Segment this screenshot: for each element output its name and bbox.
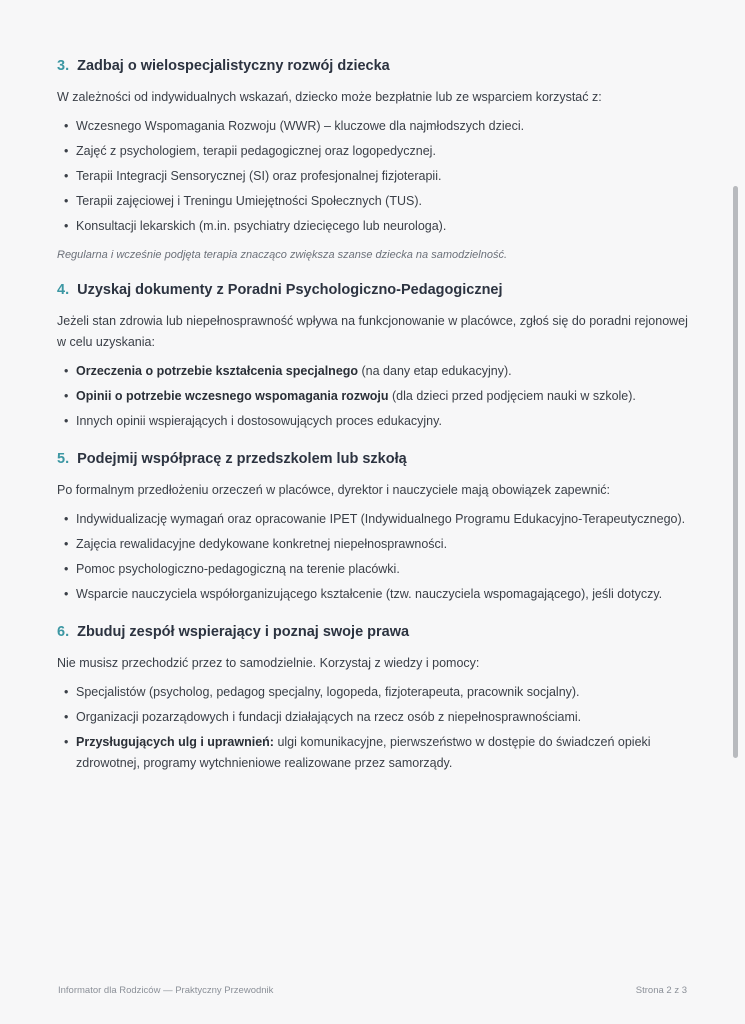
list-item-bold: Orzeczenia o potrzebie kształcenia specjalnego <box>76 364 359 378</box>
section-number: 5. <box>57 451 70 467</box>
section-heading <box>57 280 697 300</box>
section-heading <box>57 622 697 642</box>
section-intro: Jeżeli stan zdrowia lub niepełnosprawność wpływa na funkcjonowanie w placówce, zgłoś się do poradni rejonowej w celu uzyskania: <box>57 314 688 349</box>
list-item <box>57 534 697 555</box>
page-number: Strona 2 z 3 <box>635 985 687 996</box>
list-item <box>57 166 697 187</box>
list-item <box>57 411 697 432</box>
list-item-text: Organizacji pozarządowych i fundacji działających na rzecz osób z niepełnosprawnościami. <box>76 710 582 724</box>
document-content <box>57 56 697 791</box>
list-item-text: Indywidualizację wymagań oraz opracowanie IPET (Indywidualnego Programu Edukacyjno-Terapeutycznego). <box>76 512 686 526</box>
section-note: Regularna i wcześnie podjęta terapia znacząco zwiększa szanse dziecka na samodzielność. <box>57 249 508 261</box>
section-intro: Po formalnym przedłożeniu orzeczeń w placówce, dyrektor i nauczyciele mają obowiązek zapewnić: <box>57 483 611 497</box>
section-number: 3. <box>57 58 70 74</box>
list-item-text: Konsultacji lekarskich (m.in. psychiatry dziecięcego lub neurologa). <box>76 219 447 233</box>
list-item-bold: Przysługujących ulg i uprawnień: <box>76 735 274 749</box>
list-item-text: (na dany etap edukacyjny). <box>358 364 512 378</box>
list-item <box>57 386 697 407</box>
list-item <box>57 682 697 703</box>
list-item <box>57 191 697 212</box>
bullet-list <box>57 361 697 432</box>
list-item <box>57 216 697 237</box>
list-item-text: Specjalistów (psycholog, pedagog specjalny, logopeda, fizjoterapeuta, pracownik socjalny). <box>76 685 580 699</box>
scrollbar-thumb[interactable] <box>733 186 738 758</box>
bullet-list <box>57 116 697 237</box>
list-item-text: ulgi komunikacyjne, pierwszeństwo w dostępie do świadczeń opieki zdrowotnej, programy wytchnieniowe realizowane przez samorządy. <box>76 735 651 770</box>
section-4 <box>57 280 697 432</box>
section-title: Zbuduj zespół wspierający i poznaj swoje prawa <box>77 624 410 640</box>
list-item-text: Terapii zajęciowej i Treningu Umiejętności Społecznych (TUS). <box>76 194 422 208</box>
list-item-text: Zajęcia rewalidacyjne dedykowane konkretnej niepełnosprawności. <box>76 537 448 551</box>
list-item <box>57 584 697 605</box>
list-item-text: Terapii Integracji Sensorycznej (SI) oraz profesjonalnej fizjoterapii. <box>76 169 442 183</box>
list-item-text: Wsparcie nauczyciela współorganizującego kształcenie (tzw. nauczyciela wspomagającego), jeśli dotyczy. <box>76 587 663 601</box>
list-item <box>57 559 697 580</box>
section-number: 4. <box>57 282 70 298</box>
list-item <box>57 509 697 530</box>
section-number: 6. <box>57 624 70 640</box>
section-intro: W zależności od indywidualnych wskazań, dziecko może bezpłatnie lub ze wsparciem korzystać z: <box>57 90 602 104</box>
list-item <box>57 141 697 162</box>
section-3 <box>57 56 697 263</box>
list-item <box>57 361 697 382</box>
section-5 <box>57 449 697 605</box>
bullet-list <box>57 682 697 774</box>
list-item-text: (dla dzieci przed podjęciem nauki w szkole). <box>388 389 636 403</box>
section-intro: Nie musisz przechodzić przez to samodzielnie. Korzystaj z wiedzy i pomocy: <box>57 656 480 670</box>
section-6 <box>57 622 697 774</box>
list-item <box>57 732 697 774</box>
section-title: Zadbaj o wielospecjalistyczny rozwój dziecka <box>77 58 390 74</box>
list-item-text: Wczesnego Wspomagania Rozwoju (WWR) – kluczowe dla najmłodszych dzieci. <box>76 119 525 133</box>
list-item <box>57 116 697 137</box>
bullet-list <box>57 509 697 605</box>
list-item <box>57 707 697 728</box>
list-item-text: Zajęć z psychologiem, terapii pedagogicznej oraz logopedycznej. <box>76 144 436 158</box>
list-item-text: Innych opinii wspierających i dostosowujących proces edukacyjny. <box>76 414 442 428</box>
footer-title: Informator dla Rodziców — Praktyczny Przewodnik <box>58 985 274 996</box>
section-title: Uzyskaj dokumenty z Poradni Psychologiczno-Pedagogicznej <box>77 282 503 298</box>
section-heading <box>57 449 697 469</box>
section-heading <box>57 56 697 76</box>
list-item-bold: Opinii o potrzebie wczesnego wspomagania rozwoju <box>76 389 389 403</box>
section-title: Podejmij współpracę z przedszkolem lub szkołą <box>77 451 407 467</box>
list-item-text: Pomoc psychologiczno-pedagogiczną na terenie placówki. <box>76 562 400 576</box>
